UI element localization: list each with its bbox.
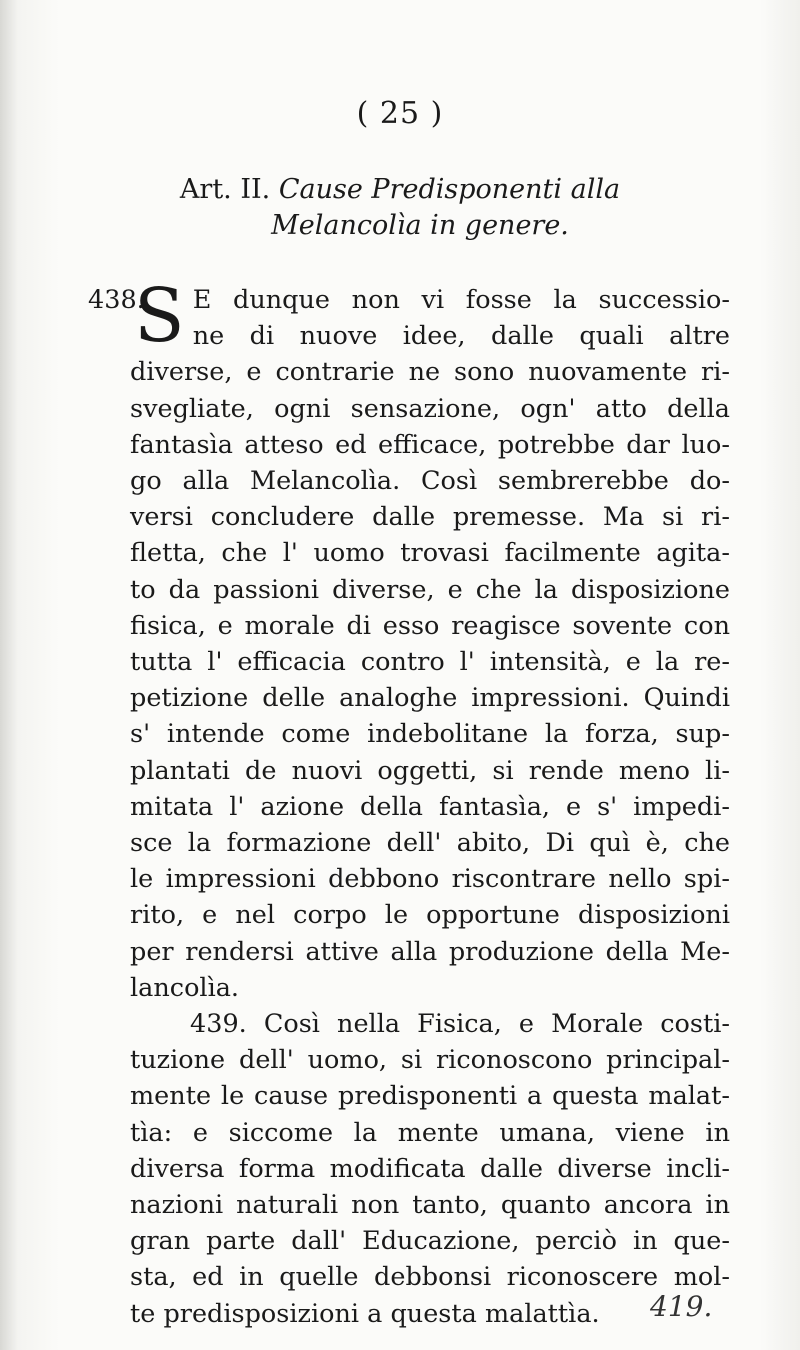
text-line: gran parte dall' Educazione, perciò in que- [130,1226,730,1257]
text-line [130,1006,730,1042]
body-text [88,273,730,1332]
catchword: 419. [650,1290,713,1323]
text-line: te predisposizioni a questa malattìa. [130,1298,600,1329]
article-title-line-1: Cause Predisponenti alla [278,174,621,205]
text-line: plantati de nuovi oggetti, si rende meno li- [130,755,730,786]
text-line: ne di nuove idee, dalle quali altre [192,321,730,352]
text-line: sce la formazione dell' abito, Di quì è, che [130,828,730,859]
text-line: diversa forma modificata dalle diverse incli- [130,1153,730,1184]
text-line: tuzione dell' uomo, si riconoscono principal- [130,1045,730,1076]
text-line: mente le cause predisponenti a questa malat- [130,1081,730,1112]
article-title [0,172,800,244]
text-line: fantasìa atteso ed efficace, potrebbe dar luo- [130,429,730,460]
text-line: petizione delle analoghe impressioni. Quindi [130,683,730,714]
paragraph-number: 438. [88,285,145,315]
text-line: per rendersi attive alla produzione della Me- [130,936,730,967]
text-line: to da passioni diverse, e che la disposizione [130,574,730,605]
text-line: sta, ed in quelle debbonsi riconoscere mol- [130,1262,730,1293]
text-line: tutta l' efficacia contro l' intensità, e la re- [130,647,730,678]
paragraph-439 [130,1006,730,1332]
drop-cap: S [134,273,185,359]
text-line: mitata l' azione della fantasìa, e s' impedi- [130,791,730,822]
text-line: nazioni naturali non tanto, quanto ancora in [130,1190,730,1221]
text-line: fletta, che l' uomo trovasi facilmente agita- [130,538,730,569]
text-line: s' intende come indebolitane la forza, sup- [130,719,730,750]
text-segment: Così nella Fisica, e Morale costi- [263,1009,730,1040]
text-line: go alla Melancolìa. Così sembrerebbe do- [130,466,730,497]
text-line: diverse, e contrarie ne sono nuovamente ri- [130,357,730,388]
text-line: versi concludere dalle premesse. Ma si ri- [130,502,730,533]
paragraph-number: 439. [190,1009,247,1040]
article-label: Art. II. [179,174,271,205]
text-line: E dunque non vi fosse la successio- [192,285,730,315]
text-line: lancolìa. [130,972,240,1003]
text-line: tìa: e siccome la mente umana, viene in [130,1117,730,1148]
paragraph-438 [88,273,730,1006]
text-line: rito, e nel corpo le opportune disposizioni [130,900,730,931]
text-line: svegliate, ogni sensazione, ogn' atto della [130,393,730,424]
page-number: ( 25 ) [356,96,444,131]
article-title-line-2: Melancolìa in genere. [271,210,569,241]
text-line: fisica, e morale di esso reagisce sovente con [130,610,730,641]
text-line: le impressioni debbono riscontrare nello spi- [130,864,730,895]
